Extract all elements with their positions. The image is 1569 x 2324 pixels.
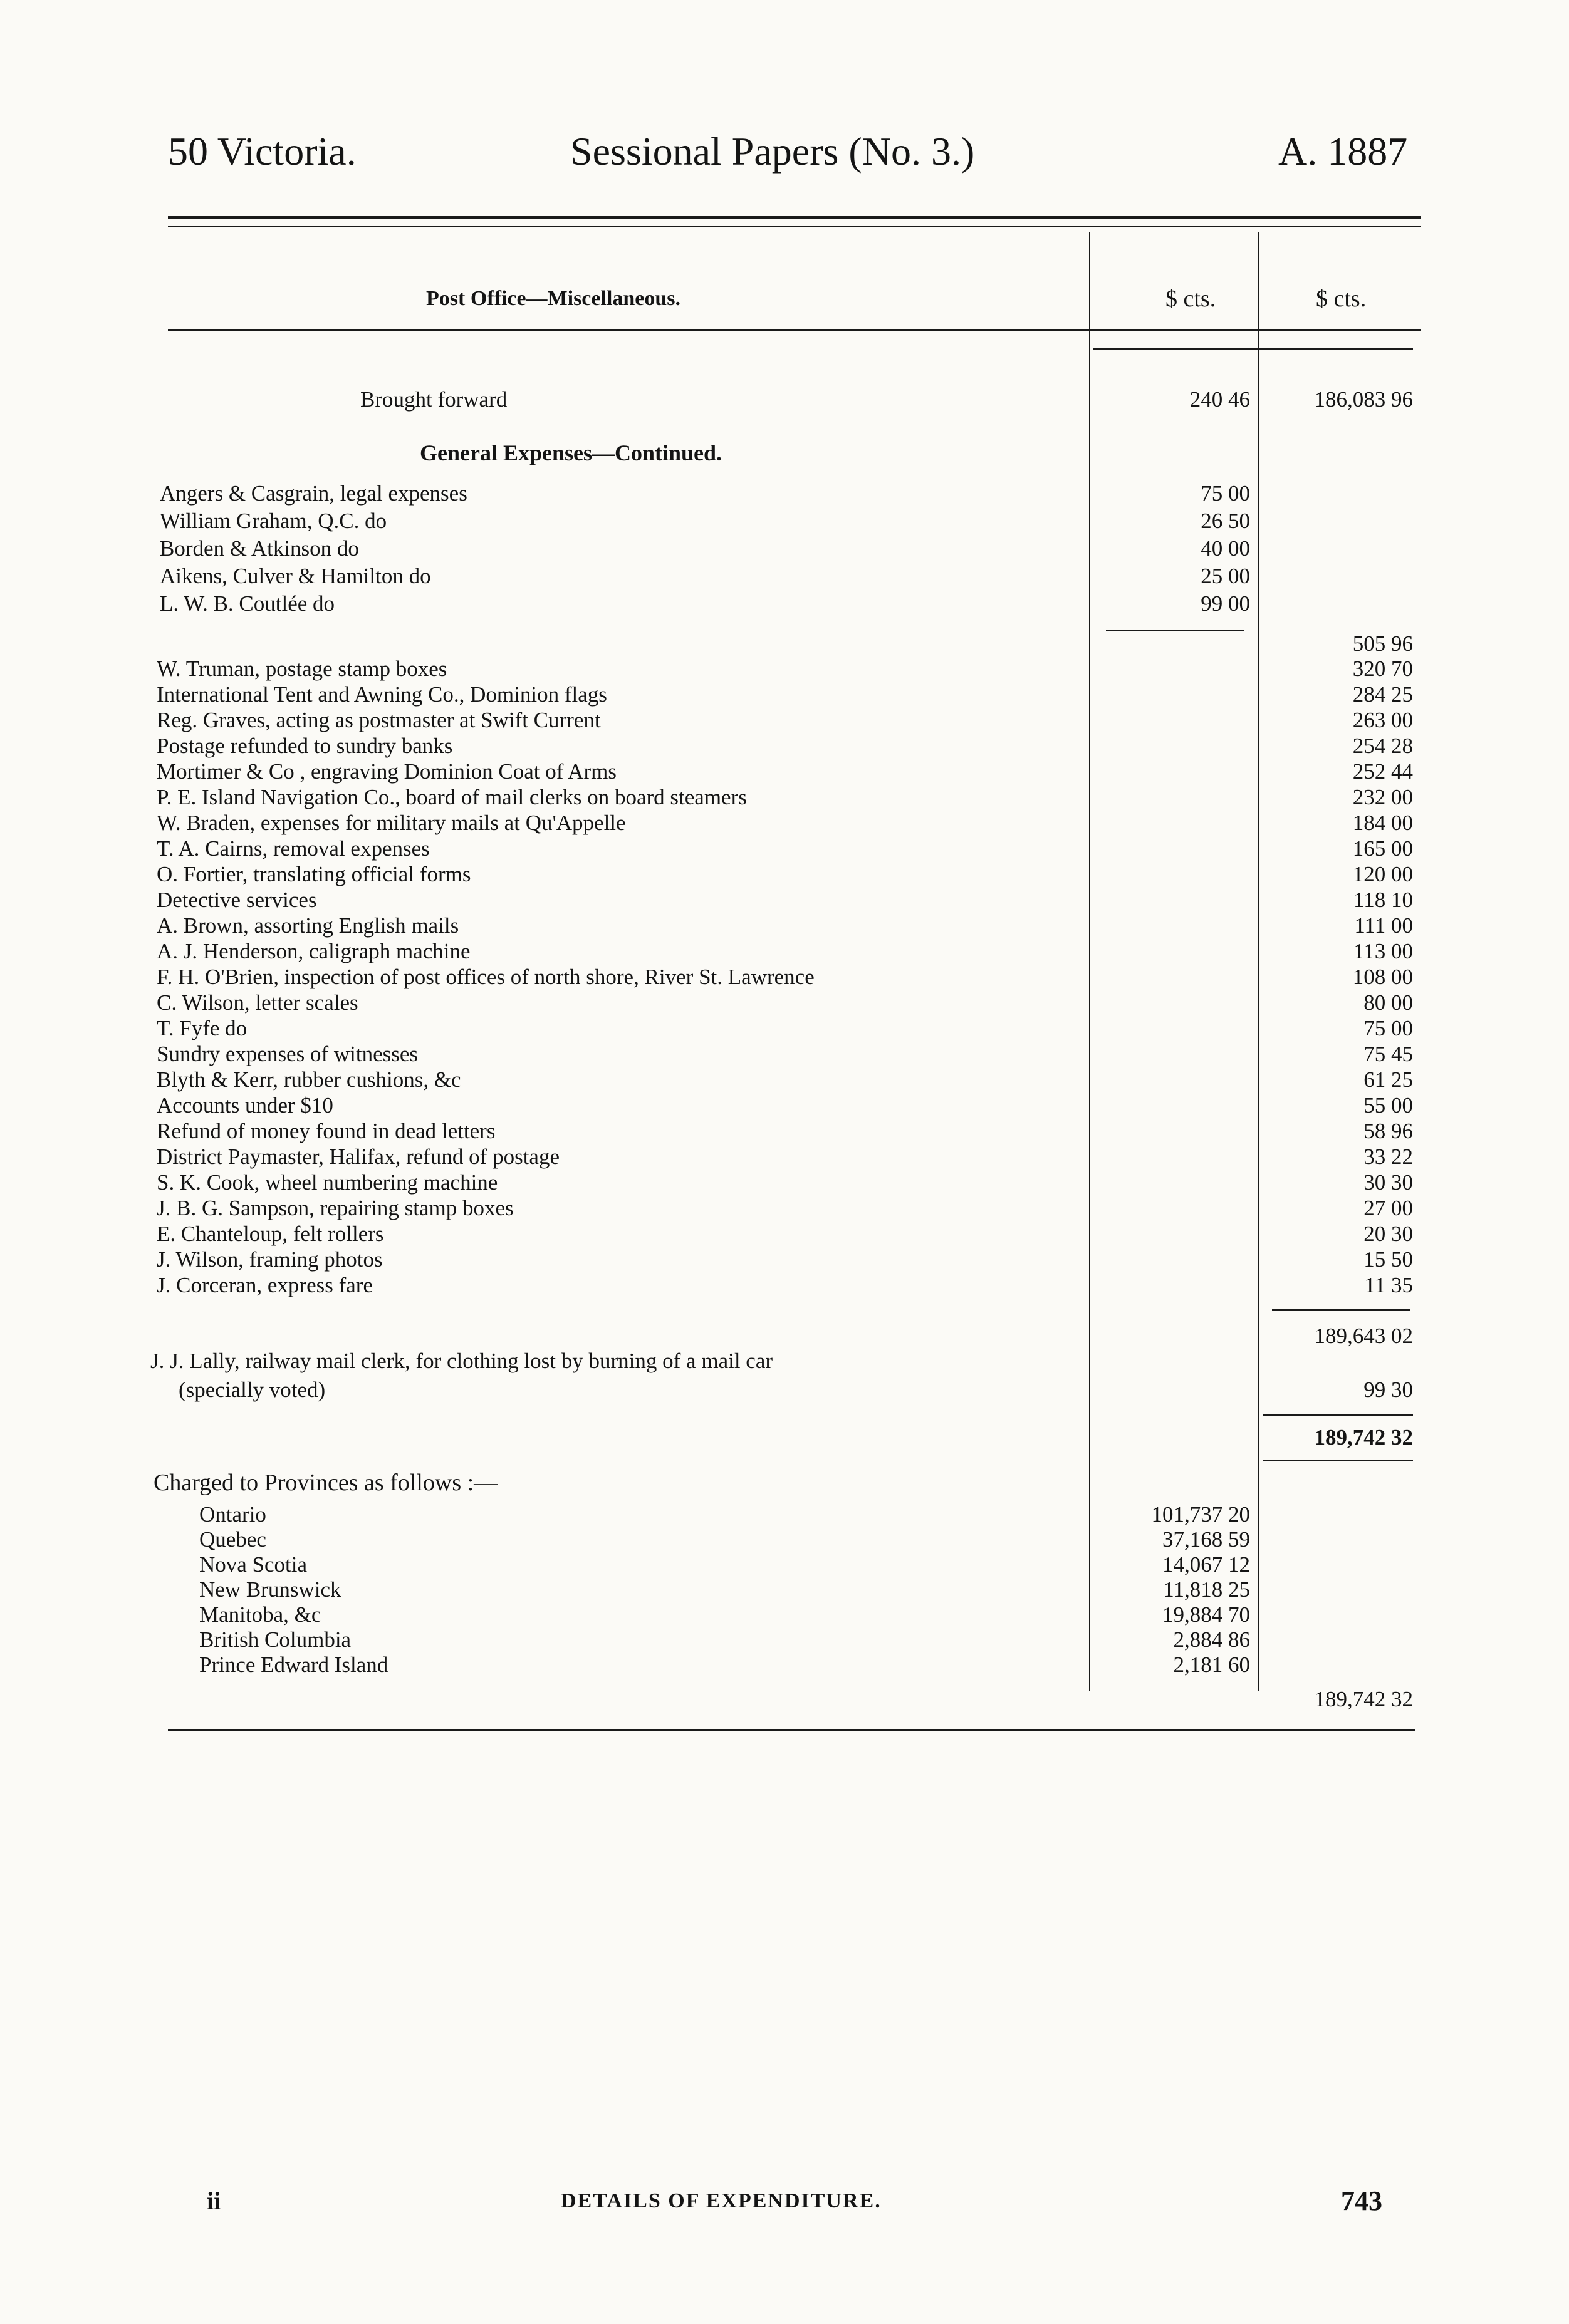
expense-item-col2: 75 45 [1363,1042,1413,1066]
legal-item-row [0,507,1569,536]
provinces-total-row [0,1685,1569,1714]
expense-item-label: W. Truman, postage stamp boxes [157,656,447,681]
legal-item-col1: 40 00 [1201,536,1250,561]
expense-item-row [0,1014,1569,1043]
expense-item-col2: 33 22 [1363,1144,1413,1169]
brought-forward-col2: 186,083 96 [1314,387,1413,412]
legal-item-row [0,534,1569,563]
expense-item-label: P. E. Island Navigation Co., board of mail clerks on board steamers [157,785,747,809]
footer-center: DETAILS OF EXPENDITURE. [561,2189,882,2212]
expense-item-col2: 184 00 [1352,811,1413,835]
legal-item-row [0,589,1569,618]
legal-item-col1: 26 50 [1201,509,1250,533]
expense-item-col2: 120 00 [1352,862,1413,886]
expense-item-label: Refund of money found in dead letters [157,1119,496,1143]
lally-line-1: J. J. Lally, railway mail clerk, for clothing lost by burning of a mail car [150,1349,773,1373]
legal-item-row [0,479,1569,508]
expense-item-row [0,1091,1569,1120]
province-item-col1: 14,067 12 [1162,1552,1250,1577]
header-rule-thin [168,226,1421,227]
subheading: General Expenses—Continued. [420,440,722,465]
footer-right: 743 [1341,2186,1382,2216]
province-item-col1: 2,181 60 [1173,1652,1250,1677]
expense-item-label: Detective services [157,888,317,912]
lally-row-1 [0,1347,1569,1376]
title-rule [168,329,1421,331]
expense-item-row [0,655,1569,683]
lally-value: 99 30 [1363,1377,1413,1402]
legal-item-col1: 25 00 [1201,564,1250,588]
lally-line-2: (specially voted) [179,1377,326,1402]
expense-item-label: Postage refunded to sundry banks [157,734,453,758]
expense-item-row [0,1220,1569,1248]
legal-item-col1: 99 00 [1201,591,1250,616]
expense-item-label: Sundry expenses of witnesses [157,1042,419,1066]
province-item-col1: 11,818 25 [1163,1577,1250,1602]
legal-item-label: Angers & Casgrain, legal expenses [160,481,467,506]
bottom-rule [168,1729,1415,1731]
expense-item-col2: 20 30 [1363,1222,1413,1246]
expense-item-col2: 232 00 [1352,785,1413,809]
expense-item-row [0,809,1569,838]
expense-item-col2: 254 28 [1352,734,1413,758]
province-item-label: Quebec [199,1527,266,1552]
expense-item-row [0,963,1569,992]
brought-forward-col1: 240 46 [1189,387,1250,412]
expense-item-row [0,911,1569,940]
expense-item-label: T. A. Cairns, removal expenses [157,836,430,861]
expense-item-row [0,783,1569,812]
expense-item-label: Blyth & Kerr, rubber cushions, &c [157,1067,461,1092]
expense-item-label: O. Fortier, translating official forms [157,862,471,886]
total-row [0,1423,1569,1452]
legal-item-label: Borden & Atkinson do [160,536,359,561]
expense-item-label: S. K. Cook, wheel numbering machine [157,1170,498,1195]
province-item-col1: 101,737 20 [1151,1502,1250,1527]
col1-head: $ cts. [1165,286,1216,312]
expense-item-col2: 108 00 [1352,965,1413,989]
expense-item-row [0,860,1569,889]
province-item-label: Ontario [199,1502,266,1527]
brought-forward-label: Brought forward [360,387,508,412]
expense-item-label: E. Chanteloup, felt rollers [157,1222,384,1246]
legal-item-col1: 75 00 [1201,481,1250,506]
expense-item-row [0,1194,1569,1223]
province-item-col1: 2,884 86 [1173,1627,1250,1652]
brought-forward-row [0,385,1569,414]
expense-item-col2: 111 00 [1354,913,1413,938]
expense-item-col2: 80 00 [1363,990,1413,1015]
expense-item-row [0,834,1569,863]
expense-item-label: Mortimer & Co , engraving Dominion Coat of Arms [157,759,617,784]
expense-item-label: Accounts under $10 [157,1093,333,1118]
section-title: Post Office—Miscellaneous. [426,287,681,310]
total-rule [1263,1414,1413,1416]
expense-item-label: J. Corceran, express fare [157,1273,373,1297]
legal-item-label: Aikens, Culver & Hamilton do [160,564,431,588]
province-item-col1: 37,168 59 [1162,1527,1250,1552]
expense-item-col2: 118 10 [1353,888,1413,912]
province-item-label: Manitoba, &c [199,1602,321,1627]
subtotal-value: 189,643 02 [1314,1324,1413,1348]
provinces-total-value: 189,742 32 [1314,1687,1413,1711]
col2-head: $ cts. [1316,286,1367,312]
expense-item-col2: 75 00 [1363,1016,1413,1040]
header-right: A. 1887 [1278,129,1408,174]
total-rule-2 [1263,1460,1413,1461]
lally-row-2 [0,1376,1569,1404]
province-item-label: British Columbia [199,1627,352,1652]
expense-item-label: C. Wilson, letter scales [157,990,358,1015]
expense-item-label: Reg. Graves, acting as postmaster at Swift Current [157,708,601,732]
expense-item-row [0,732,1569,760]
expense-item-label: International Tent and Awning Co., Dominion flags [157,682,607,707]
expense-item-col2: 252 44 [1352,759,1413,784]
group1-rule [1106,630,1244,631]
expense-item-col2: 320 70 [1352,656,1413,681]
expense-item-row [0,1143,1569,1171]
expense-item-row [0,1271,1569,1300]
expense-item-label: T. Fyfe do [157,1016,248,1040]
expense-item-row [0,937,1569,966]
province-item-label: Prince Edward Island [199,1652,388,1677]
expense-item-row [0,1168,1569,1197]
title-rule-2 [1093,348,1413,350]
header-left: 50 Victoria. [168,129,357,174]
province-item-row [0,1651,1569,1679]
expense-item-label: W. Braden, expenses for military mails at Qu'Appelle [157,811,626,835]
expense-item-label: District Paymaster, Halifax, refund of postage [157,1144,560,1169]
expense-item-row [0,1066,1569,1094]
legal-item-label: William Graham, Q.C. do [160,509,387,533]
header-rule [168,216,1421,219]
expense-item-label: J. Wilson, framing photos [157,1247,383,1272]
province-item-label: New Brunswick [199,1577,341,1602]
header-center: Sessional Papers (No. 3.) [570,129,975,174]
expense-item-row [0,757,1569,786]
expense-item-col2: 30 30 [1363,1170,1413,1195]
expense-item-row [0,1117,1569,1146]
expense-item-col2: 61 25 [1363,1067,1413,1092]
expense-item-row [0,886,1569,915]
province-item-label: Nova Scotia [199,1552,308,1577]
expense-item-col2: 58 96 [1363,1119,1413,1143]
expense-item-label: F. H. O'Brien, inspection of post offices of north shore, River St. Lawrence [157,965,815,989]
expense-item-row [0,1245,1569,1274]
expense-item-col2: 284 25 [1352,682,1413,707]
expense-item-col2: 113 00 [1353,939,1413,963]
group1-total-value: 505 96 [1352,631,1413,656]
expense-item-row [0,1040,1569,1069]
subtotal-rule [1272,1309,1410,1311]
expense-item-label: A. J. Henderson, caligraph machine [157,939,471,963]
expense-item-row [0,680,1569,709]
legal-item-row [0,562,1569,591]
expense-item-col2: 15 50 [1363,1247,1413,1272]
expense-item-col2: 11 35 [1364,1273,1413,1297]
expense-item-label: A. Brown, assorting English mails [157,913,459,938]
expense-item-col2: 165 00 [1352,836,1413,861]
expense-item-label: J. B. G. Sampson, repairing stamp boxes [157,1196,514,1220]
total-value: 189,742 32 [1314,1425,1413,1450]
expense-item-row [0,706,1569,735]
expense-item-col2: 27 00 [1363,1196,1413,1220]
expense-item-row [0,988,1569,1017]
charged-heading: Charged to Provinces as follows :— [154,1470,498,1496]
footer-left: ii [207,2187,221,2215]
province-item-col1: 19,884 70 [1162,1602,1250,1627]
legal-item-label: L. W. B. Coutlée do [160,591,335,616]
expense-item-col2: 55 00 [1363,1093,1413,1118]
expense-item-col2: 263 00 [1352,708,1413,732]
